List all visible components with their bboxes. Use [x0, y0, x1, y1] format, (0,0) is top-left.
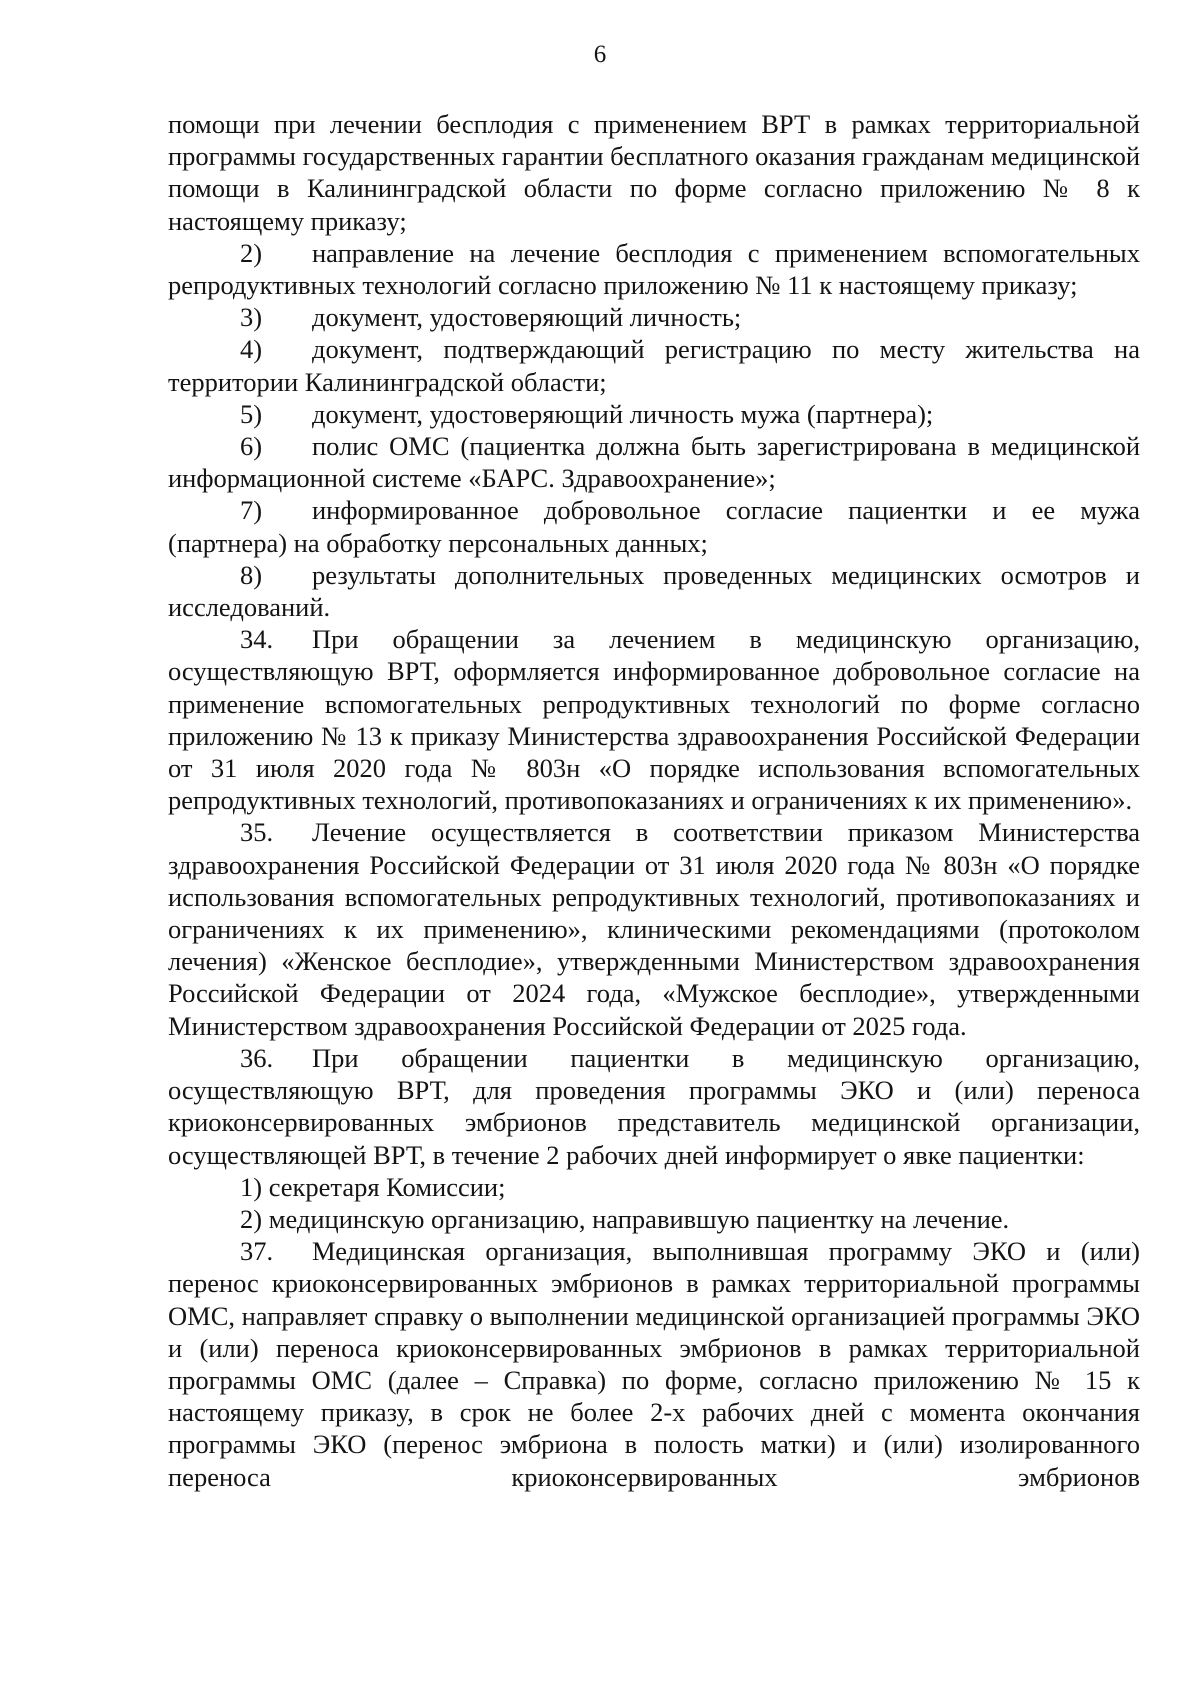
item-text: полис ОМС (пациентка должна быть зарегистрирована в медицинской информационной системе «БАРС. Здравоохранение»; — [168, 431, 1140, 494]
item-text: результаты дополнительных проведенных медицинских осмотров и исследований. — [168, 559, 1140, 623]
item-number: 8) — [240, 559, 263, 590]
clause-37 — [168, 1235, 1140, 1493]
clause-text: Медицинская организация, выполнившая программу ЭКО и (или) перенос криоконсервированных эмбрионов в рамках территориальной программы ОМС, направляет справку о выполнении медицинской организацией программы ЭКО и (или) переноса криоконсервированных эмбрионов в рамках территориальной программы ОМС (далее – Справка) по форме, согласно приложению № 15 к настоящему приказу, в срок не более 2-х рабочих дней с момента окончания программы ЭКО (перенос эмбриона в полость матки) и (или) изолированного переноса криоконсервированных эмбрионов — [168, 1236, 1140, 1492]
item-text: документ, удостоверяющий личность мужа (партнера); — [312, 398, 934, 429]
clause-text: При обращении за лечением в медицинскую организацию, осуществляющую ВРТ, оформляется информированное добровольное согласие на применение вспомогательных репродуктивных технологий по форме согласно приложению № 13 к приказу Министерства здравоохранения Российской Федерации от 31 июля 2020 года № 803н «О порядке использования вспомогательных репродуктивных технологий, противопоказаниях и ограничениях к их применению». — [168, 624, 1140, 816]
item-number: 3) — [240, 302, 263, 333]
clause-34 — [168, 623, 1140, 816]
item-number: 4) — [240, 334, 263, 365]
paragraph-text: помощи при лечении бесплодия с применением ВРТ в рамках территориальной программы государственных гарантии бесплатного оказания гражданам медицинской помощи в Калининградской области по форме согласно приложению № 8 к настоящему приказу; — [168, 109, 1140, 236]
list-item-8 — [168, 559, 1140, 623]
item-number: 7) — [240, 495, 263, 526]
item-text: информированное добровольное согласие пациентки и ее мужа (партнера) на обработку персональных данных; — [168, 495, 1140, 558]
document-body — [168, 108, 1140, 1493]
list-item-5 — [168, 398, 1140, 430]
item-number: 5) — [240, 398, 263, 429]
list-item-3 — [168, 301, 1140, 333]
clause-text: При обращении пациентки в медицинскую организацию, осуществляющую ВРТ, для проведения программы ЭКО и (или) переноса криоконсервированных эмбрионов представитель медицинской организации, осуществляющей ВРТ, в течение 2 рабочих дней информирует о явке пациентки: — [168, 1042, 1140, 1170]
sub-item-2 — [168, 1203, 1140, 1235]
item-text: документ, подтверждающий регистрацию по месту жительства на территории Калининградской области; — [168, 334, 1140, 397]
clause-36 — [168, 1042, 1140, 1171]
clause-text: Лечение осуществляется в соответствии приказом Министерства здравоохранения Российской Федерации от 31 июля 2020 года № 803н «О порядке использования вспомогательных репродуктивных технологий, противопоказаниях и ограничениях к их применению», клиническими рекомендациями (протоколом лечения) «Женское бесплодие», утвержденными Министерством здравоохранения Российской Федерации от 2024 года, «Мужское бесплодие», утвержденными Министерством здравоохранения Российской Федерации от 2025 года. — [168, 817, 1140, 1041]
page-number: 6 — [593, 41, 607, 68]
clause-number: 37. — [240, 1236, 274, 1267]
item-text: направление на лечение бесплодия с применением вспомогательных репродуктивных технологий согласно приложению № 11 к настоящему приказу; — [168, 237, 1140, 301]
list-item-7 — [168, 494, 1140, 558]
clause-number: 34. — [240, 624, 274, 655]
sub-item-1 — [168, 1171, 1140, 1203]
clause-35 — [168, 816, 1140, 1041]
clause-number: 35. — [240, 817, 274, 848]
sub-item-text: 1) секретаря Комиссии; — [240, 1171, 506, 1202]
item-number: 6) — [240, 431, 263, 462]
item-number: 2) — [240, 237, 263, 268]
item-text: документ, удостоверяющий личность; — [312, 302, 742, 333]
list-item-6 — [168, 430, 1140, 494]
clause-number: 36. — [240, 1042, 274, 1073]
list-item-2 — [168, 237, 1140, 301]
list-item-4 — [168, 333, 1140, 397]
paragraph-continuation — [168, 108, 1140, 237]
sub-item-text: 2) медицинскую организацию, направившую пациентку на лечение. — [240, 1203, 1010, 1234]
